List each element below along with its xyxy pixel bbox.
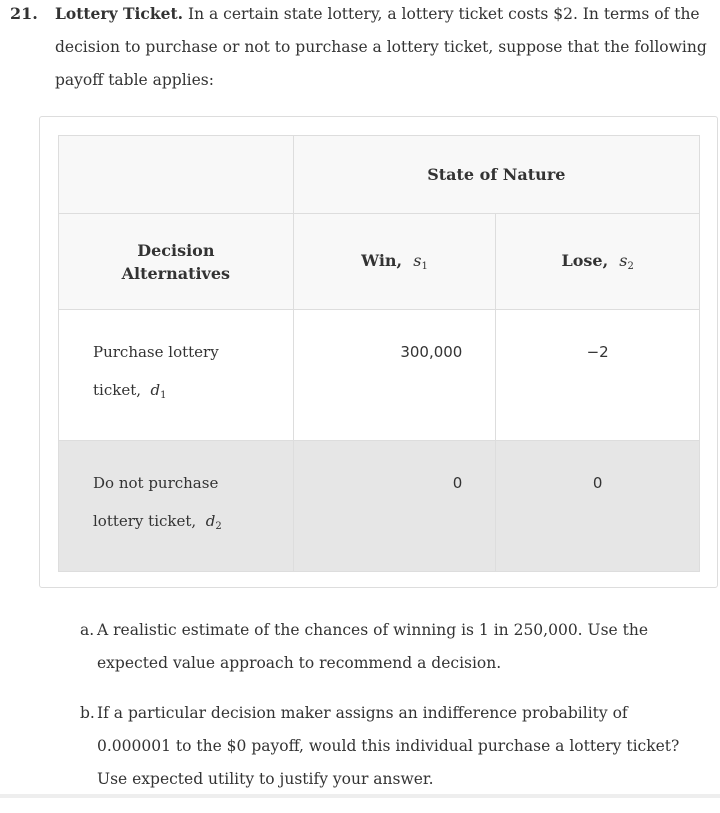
question-letter: a. bbox=[80, 621, 95, 639]
table-header-row-2 bbox=[59, 214, 700, 310]
problem-number: 21. bbox=[10, 4, 38, 23]
alternative-symbol: $d_2$ bbox=[205, 512, 222, 532]
empty-header-cell bbox=[59, 136, 294, 214]
win-column-header bbox=[293, 214, 496, 310]
alternative-symbol: $d_1$ bbox=[150, 381, 167, 401]
state-of-nature-header: State of Nature bbox=[293, 136, 699, 214]
question-text: A realistic estimate of the chances of winning is 1 in 250,000. Use the expected value approach to recommend a decision. bbox=[97, 621, 649, 672]
decision-header-line2: Alternatives bbox=[121, 263, 231, 283]
win-symbol: $s_1$ bbox=[413, 251, 428, 272]
table-header-row-1 bbox=[59, 136, 700, 214]
alternative-label-line2: ticket, bbox=[93, 381, 141, 399]
question-a bbox=[80, 614, 700, 680]
question-text: If a particular decision maker assigns an indifference probability of 0.000001 to the $0 payoff, would this individual purchase a lottery ticket? Use expected utility to justify your answer. bbox=[97, 704, 680, 788]
decision-header-line1: Decision bbox=[137, 240, 215, 260]
question-b bbox=[80, 697, 700, 796]
table-row bbox=[59, 441, 700, 572]
bottom-divider bbox=[0, 794, 720, 798]
lose-symbol: $s_2$ bbox=[619, 251, 634, 272]
payoff-table bbox=[58, 135, 700, 572]
win-label: Win, bbox=[361, 251, 403, 270]
alternative-cell bbox=[59, 310, 294, 441]
payoff-table-container bbox=[39, 116, 718, 588]
alternative-cell bbox=[59, 441, 294, 572]
table-row bbox=[59, 310, 700, 441]
payoff-lose-cell: 0 bbox=[496, 441, 700, 572]
lose-column-header bbox=[496, 214, 700, 310]
payoff-win-cell: 0 bbox=[293, 441, 496, 572]
problem-title: Lottery Ticket. bbox=[55, 4, 184, 23]
payoff-win-cell: 300,000 bbox=[293, 310, 496, 441]
decision-alternatives-header bbox=[59, 214, 294, 310]
alternative-label-line1: Purchase lottery bbox=[93, 343, 219, 361]
problem-intro bbox=[55, 0, 707, 97]
question-letter: b. bbox=[80, 704, 95, 722]
payoff-lose-cell: −2 bbox=[496, 310, 700, 441]
lose-label: Lose, bbox=[561, 251, 609, 270]
alternative-label-line1: Do not purchase bbox=[93, 474, 219, 492]
problem-text: In a certain state lottery, a lottery ticket costs $2. In terms of the decision to purchase or not to purchase a lottery ticket, suppose that the following payoff table applies: bbox=[55, 5, 707, 89]
question-list bbox=[80, 614, 700, 813]
alternative-label-line2: lottery ticket, bbox=[93, 512, 197, 530]
